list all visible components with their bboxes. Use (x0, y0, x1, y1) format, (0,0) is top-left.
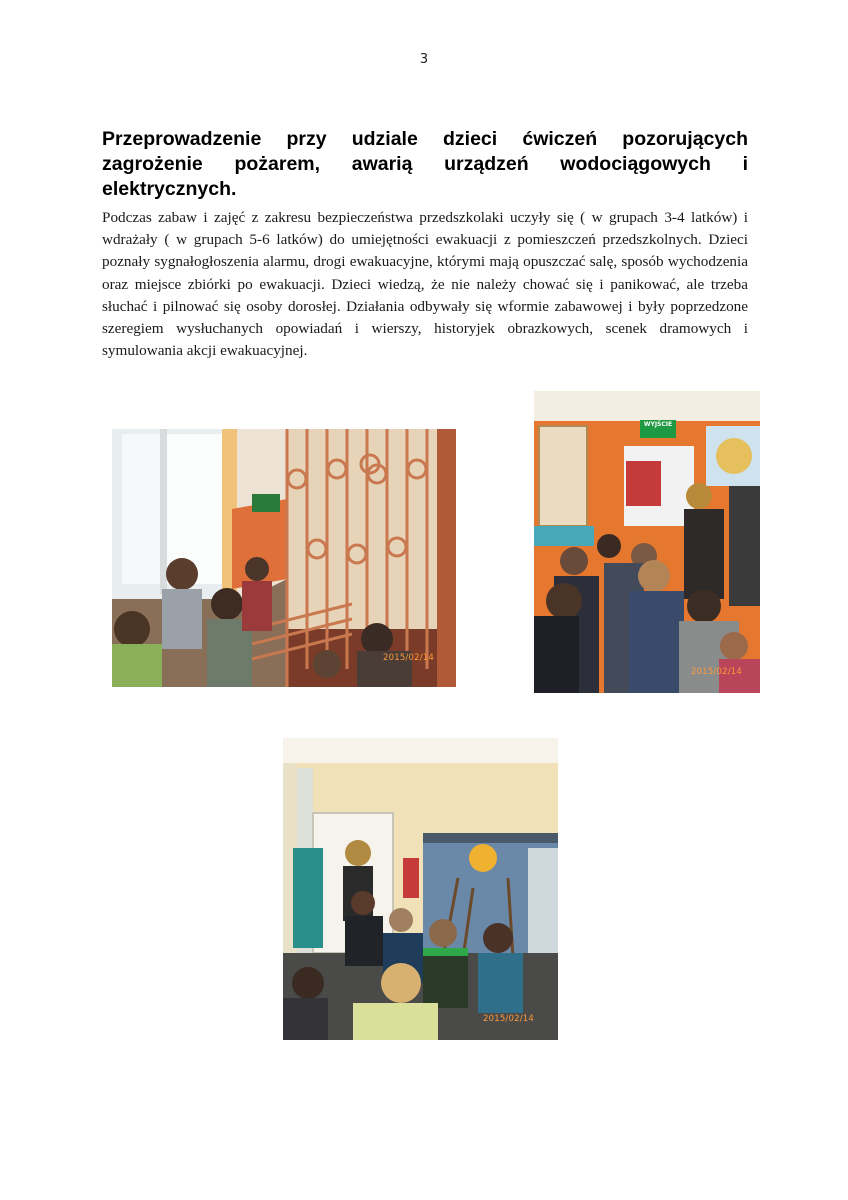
photo-date-stamp: 2015/02/14 (383, 653, 434, 663)
photo-hallway-exit (534, 391, 760, 693)
section-heading: Przeprowadzenie przy udziale dzieci ćwiczeń pozorujących zagrożenie pożarem, awarią urządzeń wodociągowych i elektrycznych. (102, 128, 748, 200)
body-paragraph: Podczas zabaw i zajęć z zakresu bezpieczeństwa przedszkolaki uczyły się ( w grupach 3-4 latków) i wdrażały ( w grupach 5-6 latków) do umiejętności ewakuacji z pomieszczeń przedszkolnych. Dzieci poznały sygnałogłoszenia alarmu, drogi ewakuacyjne, którymi mają opuszczać salę, sposób wychodzenia oraz miejsce zbiórki po ewakuacji. Dzieci wiedzą, że nie należy chować się i panikować, ale trzeba słuchać i pilnować się osoby dorosłej. Działania odbywały się wformie zabawowej i były poprzedzone szeregiem wysłuchanych opowiadań i wierszy, historyjek obrazkowych, scenek dramowych i symulowania akcji ewakuacyjnej. (102, 209, 748, 360)
photo-date-stamp: 2015/02/14 (691, 667, 742, 677)
photo-classroom-extinguisher (283, 738, 558, 1040)
exit-sign: WYJŚCIE (640, 420, 676, 438)
page-number: 3 (419, 52, 429, 67)
photo-date-stamp: 2015/02/14 (483, 1014, 534, 1024)
photo-stairwell-evacuation (112, 429, 456, 687)
